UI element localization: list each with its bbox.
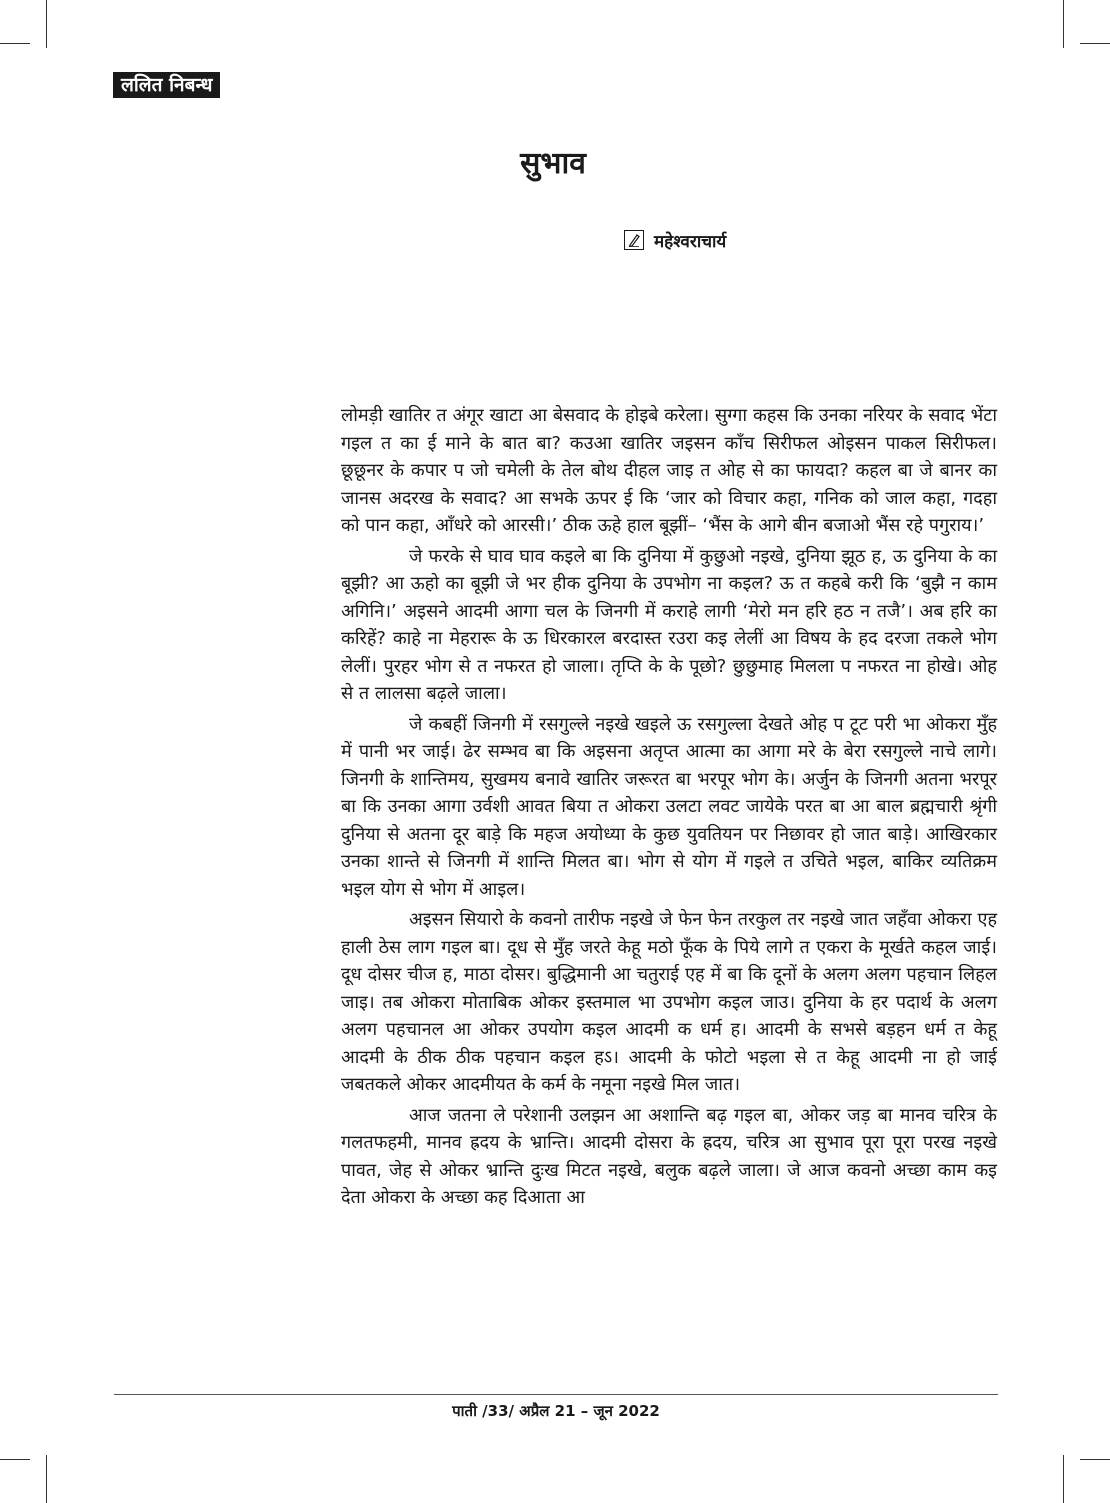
paragraph: आज जतना ले परेशानी उलझन आ अशान्ति बढ़ गइल बा, ओकर जड़ बा मानव चरित्र के गलतफहमी, मानव ह्रदय के भ्रान्ति। आदमी दोसरा के ह्रदय, चरित्र आ सुभाव पूरा पूरा परख नइखे पावत, जेह से ओकर भ्रान्ति दुःख मिटत नइखे, बलुक बढ़ले जाला। जे आज कवनो अच्छा काम कइ देता ओकरा के अच्छा कह दिआता आ [341, 1104, 997, 1208]
crop-mark [1080, 43, 1110, 44]
author-byline [624, 226, 726, 254]
article-title: सुभाव [520, 146, 586, 181]
footer-divider [114, 1394, 998, 1395]
crop-mark [46, 1455, 47, 1503]
article-body [341, 402, 997, 1215]
crop-mark [1063, 1455, 1064, 1503]
crop-mark [0, 1459, 30, 1460]
crop-mark [46, 0, 47, 48]
crop-mark [1080, 1459, 1110, 1460]
paragraph: अइसन सियारो के कवनो तारीफ नइखे जे फेन फेन तरकुल तर नइखे जात जहँवा ओकरा एह हाली ठेस लाग गइल बा। दूध से मुँह जरते केहू मठो फूँक के पिये लागे त एकरा के मूर्खते कहल जाई। दूध दोसर चीज ह, माठा दोसर। बुद्धिमानी आ चतुराई एह में बा कि दूनों के अलग अलग पहचान लिहल जाइ। तब ओकरा मोताबिक ओकर इस्तमाल भा उपभोग कइल जाउ। दुनिया के हर पदार्थ के अलग अलग पहचानल आ ओकर उपयोग कइल आदमी क धर्म ह। आदमी के सभसे बड़हन धर्म त केहू आदमी के ठीक ठीक पहचान कइल हऽ। आदमी के फोटो भइला से त केहू आदमी ना हो जाई जबतकले ओकर आदमीयत के कर्म के नमूना नइखे मिल जात। [341, 909, 997, 1095]
paragraph: जे फरके से घाव घाव कइले बा कि दुनिया में कुछुओ नइखे, दुनिया झूठ ह, ऊ दुनिया के का बूझी? आ ऊहो का बूझी जे भर हीक दुनिया के उपभोग ना कइल? ऊ त कहबे करी कि ‘बुझै न काम अगिनि।’ अइसने आदमी आगा चल के जिनगी में कराहे लागी ‘मेरो मन हरि हठ न तजै’। अब हरि का करिहें? काहे ना मेहरारू के ऊ धिरकारल बरदास्त रउरा कइ लेलीं आ विषय के हद दरजा तकले भोग लेलीं। पुरहर भोग से त नफरत हो जाला। तृप्ति के के पूछो? छुछुमाह मिलला प नफरत ना होखे। ओह से त लालसा बढ़ले जाला। [341, 545, 997, 704]
section-label: ललित निबन्ध [113, 72, 220, 98]
page-footer: पाती /33/ अप्रैल 21 – जून 2022 [452, 1402, 660, 1420]
crop-mark [1063, 0, 1064, 48]
pen-icon [624, 230, 644, 250]
paragraph: जे कबहीं जिनगी में रसगुल्ले नइखे खइले ऊ रसगुल्ला देखते ओह प टूट परी भा ओकरा मुँह में पानी भर जाई। ढेर सम्भव बा कि अइसना अतृप्त आत्मा का आगा मरे के बेरा रसगुल्ले नाचे लागे। जिनगी के शान्तिमय, सुखमय बनावे खातिर जरूरत बा भरपूर भोग के। अर्जुन के जिनगी अतना भरपूर बा कि उनका आगा उर्वशी आवत बिया त ओकरा उलटा लवट जायेके परत बा आ बाल ब्रह्मचारी श्रृंगी दुनिया से अतना दूर बाड़े कि महज अयोध्या के कुछ युवतियन पर निछावर हो जात बाड़े। आखिरकार उनका शान्ते से जिनगी में शान्ति मिलत बा। भोग से योग में गइले त उचिते भइल, बाकिर व्यतिक्रम भइल योग से भोग में आइल। [341, 713, 997, 900]
crop-mark [0, 43, 30, 44]
author-name: महेश्वराचार्य [654, 231, 727, 252]
paragraph: लोमड़ी खातिर त अंगूर खाटा आ बेसवाद के होइबे करेला। सुग्गा कहस कि उनका नरियर के सवाद भेंटा गइल त का ई माने के बात बा? कउआ खातिर जइसन काँच सिरीफल ओइसन पाकल सिरीफल। छूछूनर के कपार प जो चमेली के तेल बोथ दीहल जाइ त ओह से का फायदा? कहल बा जे बानर का जानस अदरख के सवाद? आ सभके ऊपर ई कि ‘जार को विचार कहा, गनिक को जाल कहा, गदहा को पान कहा, आँधरे को आरसी।’ ठीक ऊहे हाल बूझीं– ‘भैंस के आगे बीन बजाओ भैंस रहे पगुराय।’ [341, 405, 997, 536]
